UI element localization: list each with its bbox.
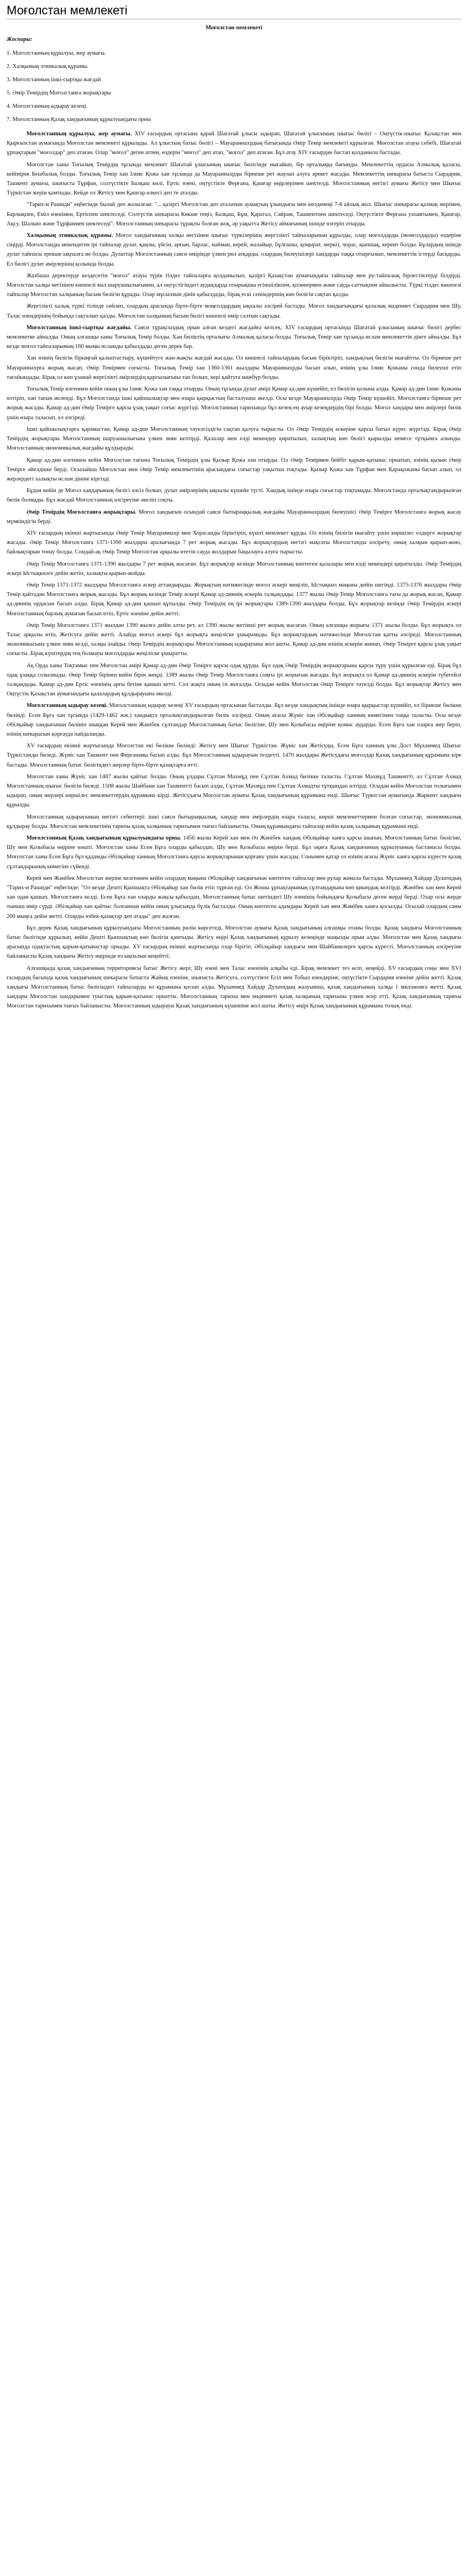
paragraph bbox=[7, 772, 461, 810]
plan-item: 4. Моғолстанның ыдырау кезеңі. bbox=[7, 103, 88, 109]
paragraph bbox=[7, 456, 461, 484]
paragraph-text: Тоғылық Темір өлгеннен кейін оның ұлы Ілияс Қожа хан таққа отырды. Оның тұсында дулат әмірі Қамар ад-дин күшейіп, ел билігін қолына алды. Қамар ад-дин Ілияс Қожаны өлтіріп, хан тағын иеленді. Бұл Моғолстанда ішкі қайшылықтар мен өзара қырқыстың басталуына әкелді. Осы кезде Мауараннахрда Әмір Темір күшейіп, Моғолстанға бірнеше рет жорық жасады. Қамар ад-дин Әмір Темірге қарсы ұзақ уақыт соғыс жүргізді. Моғолстанның тарихында бұл кезең ең ауыр кезеңдердің бірі болды. Моғол хандары мен әмірлері билік үшін өзара таласып, ел әлсіреді. bbox=[7, 386, 461, 421]
plan-heading: Жоспары: bbox=[7, 36, 33, 43]
paragraph bbox=[7, 741, 461, 770]
plan-item: 7. Моғолстанның Қазақ хандығының құрылуындағы орны bbox=[7, 117, 151, 123]
plan-item: 2. Халқының этникалық құрамы. bbox=[7, 64, 88, 70]
plan-item: 1. Моғолстанның құрылуы, жер аумағы. bbox=[7, 50, 106, 56]
plan-list bbox=[7, 49, 461, 124]
paragraph bbox=[7, 353, 461, 382]
paragraph bbox=[7, 701, 461, 739]
paragraph bbox=[7, 833, 461, 872]
paragraph-text: Моғолстанның ыдырау кезеңі XV ғасырдың ортасынан басталды. Бұл кезде хандықтың ішінде өзара қырқыстар күшейіп, ел бірнеше бөлікке бөлінді. Есен Бұға хан тұсында (1429-1462 жж.) хандықта орталықтандырылған билік әлсіреді. Оның ағасы Жүніс хан Әбілқайыр ханның көмегімен таққа таласты. Осы кезде Әбілқайыр хандығынан бөлініп шыққан Керей мен Жәнібек сұлтандар Моғолстанның батыс бөлігіне, Шу мен Қозыбасы өңіріне қоныс аударды. Есен Бұға хан оларға жер беріп, өзінің шекарасын қорғауда пайдаланды. bbox=[7, 703, 461, 737]
paragraph-text: Моғолстанның ыдырауының негізгі себептері: ішкі саяси бытыраңқылық, хандар мен әмірлердің өзара таласы, көрші мемлекеттермен болған соғыстар, экономикалық құлдырау болды. Моғолстан мемлекетінің тарихы қазақ халқының тарихымен тығыз байланысты. Оның құрамындағы тайпалар кейін қазақ халқының құрамына енді. bbox=[7, 814, 461, 830]
page-title: Моғолстан мемлекеті bbox=[7, 0, 461, 19]
paragraph-text: Жергілікті халық түркі тілінде сөйлеп, олардың арасында бірте-бірте моңғолдардың ықпалы әлсірей бастады. Моғол хандығындағы қалалық мәдениет Сырдария мен Шу, Талас өзендерінің бойында сақталып қалды. Моғолстан халқының басым бөлігі көшпелі өмір салтын сақтады. bbox=[7, 303, 461, 319]
paragraph-text: Әмір Темір 1371-1372 жылдары Моғолстанға әскер аттандырады. Жорықтың нәтижесінде моғол әскері жеңіліп, Ыстықкөл маңына дейін шегінді. 1375-1376 жылдары Әмір Темір қайтадан Моғолстанға жорық жасады. Бұл жорық кезінде Темір әскері Қамар ад-диннің әскерін талқандады. 1377 жылы Әмір Темір Моғолстанға тағы да жорық жасап, Қамар ад-диннің ордасын басып алды. Бірақ Қамар ад-дин қашып құтылды. Әмір Темірдің ең ірі жорықтары 1389-1390 жылдары болды. Бұл жорықтар кезінде Әмір Темірдің әскері Моғолстанның барлық аумағын басып өтіп, Ертіс өзеніне дейін жетті. bbox=[7, 582, 461, 617]
paragraph-text: "Тарих-и Рашиди" еңбегінде былай деп жазылған: "... қазіргі Моғолстан деп аталатын аумақтың ұзындығы мен көлденеңі 7-8 айлық жол. Шығыс шекарасы қалмақ жерімен, Барлықпен, Еміл өзенімен, Ертіспен шектеседі. Солтүстік шекарасы Көкше теңіз, Балқаш, Бұм, Қаратал, Сайрам, Ташкентпен шектеседі. Оңтүстікте Ферғана уәлаятымен, Қашғар, Ақсу, Шалыш және Тұрфанмен шектеседі". Моғолстанның шекарасы тұрақты болған жоқ, әр уақытта Жетісу аймағының ішінде өзгеріп отырды. bbox=[7, 202, 461, 227]
paragraph bbox=[7, 425, 461, 453]
paragraph-text: Моғолстан ханы Жүніс хан 1487 жылы қайтыс болды. Оның ұлдары Сұлтан Махмұд пен Сұлтан Ахмад билікке таласты. Сұлтан Махмұд Ташкентті, ал Сұлтан Ахмад Моғолстанның шығыс бөлігін биледі. 1508 жылы Шайбани хан Ташкентті басып алды, Сұлтан Махмұд пен Сұлтан Ахмадты тұтқындап өлтірді. Осыдан кейін Моғолстан толығымен ыдырап, оның жерлері көршілес мемлекеттердің құрамына кірді. Жетісудағы Моғолстан аумағы Қазақ хандығының құрамына енді. Шығыс Түркістан аумағында Жаркент хандығы құрылды. bbox=[7, 773, 461, 809]
paragraph bbox=[7, 661, 461, 699]
paragraph bbox=[7, 160, 461, 198]
paragraph-text: XIV ғасырдың ортасына қарай Шағатай ұлысы ыдырап, Шағатай ұлысының шығыс бөлігі – Оңтүстік-шығыс Қазақстан мен Қырғызстан аумағында Моғолстан мемлекеті құрылады. Ал ұлыстың батыс бөлігі – Мауараннахрдың батысында Әмір Темір мемлекеті құрылған. Моғолстан атауы себебі, Шағатай ұрпақтарын "моғолдар" деп атаған. Олар "моғол" деген атпен, өздерін "моғол" деп атап, "моғол" деп атаған. Бұл атау XIV ғасырдан бастап қолданыла бастады. bbox=[7, 131, 461, 156]
paragraph bbox=[7, 529, 461, 557]
paragraph bbox=[7, 621, 461, 659]
paragraph-text: Бұл дерек Қазақ хандығының құрылуындағы Моғолстанның рөлін көрсетеді. Моғолстан аумағы Қазақ хандығының алғашқы отаны болды. Қазақ хандығы Моғолстанның батыс бөлігінде құрылып, кейін Дешті Қыпшақтың көп бөлігін қамтыды. Жетісу өңірі Қазақ хандығының құрылу кезеңінде маңызды орын алды. Моғолстан мен Қазақ хандығы арасында одақтастық қарым-қатынастар орнады. XV ғасырдың екінші жартысында олар бірігіп, Әбілқайыр хандығы мен Шайбанилерге қарсы күресті. Моғолстанның әлсіреуіне байланысты Қазақ хандығы Жетісу өңірінде өз ықпалын кеңейтті. bbox=[7, 925, 461, 960]
paragraph-text: Әмір Темір Моғолстанға 1371-1390 жылдары 7 рет жорық жасаған. Бұл жорықтар кезінде Моғолстанның көптеген қалалары мен елді мекендері қиратылды. Әмір Темірдің әскері Ыстықкөлге дейін жетіп, халықты қырып-жойды. bbox=[7, 561, 461, 577]
paragraph bbox=[7, 964, 461, 1011]
section-lead: Халқының этникалық құрамы. bbox=[27, 233, 113, 239]
paragraph bbox=[7, 384, 461, 423]
section-lead: Моғолстанның құрылуы, жер аумағы. bbox=[27, 131, 132, 137]
paragraph bbox=[7, 486, 461, 505]
paragraph bbox=[7, 323, 461, 352]
paragraph bbox=[7, 580, 461, 619]
paragraph bbox=[7, 302, 461, 320]
paragraph bbox=[7, 559, 461, 578]
paragraph-text: Хан өзінің билігін бірыңғай қалыптастыру, күшейтуге жан-жақты жағдай жасады. Ол көшпелі тайпалардың басын біріктіріп, хандықтың билігін нығайтты. Ол бірнеше рет Мауараннахрға жорық жасап, Әмір Темірмен соғысты. Тоғылық Темір хан 1360-1361 жылдары Мауараннахрды басып алып, өзінің ұлы Ілияс Қожаны сонда билеуші етіп тағайындады. Бірақ ол көп ұзамай жергілікті әмірлердің қарсылығына тап болып, кері қайтуға мәжбүр болды. bbox=[7, 355, 461, 381]
paragraph bbox=[7, 508, 461, 526]
paragraph-text: Моғолстан ханы Тоғылық Темірдің тұсында мемлекет Шағатай ұлысының шығыс бөлігінде нығайып, бір орталыққа бағынды. Мемлекеттің ордасы Алмалық қаласы, кейінірек Бешбалық болды. Тоғылық Темір хан Ілияс Қожа хан тұсында да Мауараннахрды бірнеше рет жаулап алуға әрекет жасады. Мемлекеттің шекарасы батыста Сырдария, Ташкент аумағы, шығыста Тұрфан, солтүстікте Балқаш көлі, Ертіс өзені, оңтүстікте Ферғана, Қашғар өңірлерімен шектелді. Моғолстанның негізгі аумағы Жетісу мен Шығыс Түркістан жерін қамтыды. Кейде ол Жетісу мен Қашғар өлкесі деп те аталды. bbox=[7, 161, 461, 197]
paragraph-text: Алғашқыда қазақ хандығының территориясы батыс Жетісу жері; Шу өзені мен Талас өзенінің алқабы еді. Бірақ мемлекет тез өсіп, кеңейді. XV ғасырдың соңы мен XVI ғасырдың басында қазақ хандығының шекарасы батыста Жайық өзеніне, шығыста Жетісуға, солтүстікте Есіл мен Тобыл өзендеріне, оңтүстікте Сырдария өзеніне дейін жетті. Қазақ хандығы Моғолстанның батыс бөлігіндегі тайпаларды өз құрамына қосып алды. Мұхаммед Хайдар Дулатидың жазуынша, қазақ хандығының халқы 1 миллионға жетті. Қазақ хандары Моғолстан хандарымен туыстық қарым-қатынас орнатты. Моғолстанның тарихы мен мәдениеті қазақ халқының тарихына үлкен әсер етті. Қазақ хандығының тарихы Моғолстан тарихымен тығыз байланысты. Моғолстанның ыдырауы Қазақ хандығының күшеюіне жол ашты. Жетісу өңірі Қазақ хандығының құрамына толық енді. bbox=[7, 965, 461, 1010]
paragraph-text: Саяси тұрақсыздық орын алған кездегі жағдайға келсек, XIV ғасырдың ортасында Шағатай ұлысының шығыс бөлігі дербес мемлекетке айналды. Оның алғашқы ханы Тоғылық Темір болды. Хан биліктің орталығы Алмалық қаласы болды. Тоғылық Темір хан тұсында ислам мемлекеттік дінге айналды. Бұл кезде моғол тайпаларының 160 мыңы исламды қабылдады деген дерек бар. bbox=[7, 324, 461, 350]
paragraph-text: Жазбаша деректерде кездесетін "моғол" атауы түрік тілдес тайпаларға қолданылып, қазіргі Қазақстан аумағындағы тайпалар мен ру-тайпалық бірлестіктерді білдірді. Моғолстан халқы негізінен көшпелі мал шаруашылығымен, ал оңтүстігіндегі аудандарда отырықшы егіншілікпен, қолөнермен және сауда-саттықпен айналысты. Түркі тілдес көшпелі тайпалар Моғолстан халқының басым бөлігін құрады. Олар мұсылман дінін қабылдады, бірақ ескі сенімдерінің көп бөлігін сақтап қалды. bbox=[7, 272, 461, 298]
paragraph-text: Моғол хандығын осындай саяси бытыраңқылық жағдайы Мауараннахрдың билеушісі Әмір Темірге Моғолстанға жорық жасау мүмкіндігін берді. bbox=[7, 509, 461, 525]
paragraph-text: Бұдан кейін де Моғол хандарының билігі әлсіз болып, дулат әмірлерінің ықпалы күшейе түсті. Хандық ішінде өзара соғыстар тоқтамады. Моғолстанда орталықтандырылған билік болмады. Бұл жағдай Моғолстанның әлсіреуіне әкеліп соқты. bbox=[7, 488, 461, 504]
paragraph-text: XV ғасырдың екінші жартысында Моғолстан екі бөлікке бөлінді: Жетісу мен Шығыс Түркістан. Жүніс хан Жетісуды, Есен Бұға ханның ұлы Дост Мұхаммед Шығыс Түркістанды биледі. Жүніс хан Ташкент пен Ферғананы басып алды. Бұл Моғолстанның ыдырауын тездетті. 1470 жылдары Жетісудағы моғолдар Қазақ хандығының құрамына кіре бастады. Моғолстанның батыс бөлігіндегі жерлер бірте-бірте қазақтарға өтті. bbox=[7, 743, 461, 768]
section-lead: Моғолстанның ыдырау кезеңі. bbox=[27, 703, 108, 709]
paragraph bbox=[7, 200, 461, 229]
document-heading: Моғолстан мемлекеті bbox=[206, 25, 262, 31]
plan-item: 5. Әмір Темірдің Моғолстанға жорықтары bbox=[7, 90, 111, 96]
paragraph-text: Қамар ад-дин өлгеннен кейін Моғолстан тағына Тоғылық Темірдің ұлы Қызыр Қожа хан отырды. Ол Әмір Темірмен бейбіт қарым-қатынас орнатып, өзінің қызын Әмір Темірге әйелдікке берді. Осылайша Моғолстан мен Әмір Темір мемлекетінің арасындағы соғыстар уақытша тоқтады. Қызыр Қожа хан Тұрфан мен Қарақожаны басып алып, ол жерлердегі халықты ислам дініне кіргізді. bbox=[7, 457, 461, 482]
section-lead: Моғолстанның Қазақ хандығының құрылуындағы орны. bbox=[27, 835, 181, 842]
plan-item: 3. Моғолстанның ішкі-сыртқы жағдай bbox=[7, 77, 101, 83]
paragraph bbox=[7, 231, 461, 269]
paragraph-text: Ішкі қайшылықтарға қарамастан, Қамар ад-дин Моғолстанның тәуелсіздігін сақтап қалуға тырысты. Ол Әмір Темірдің әскеріне қарсы батыл күрес жүргізді. Бірақ Әмір Темірдің жорықтары Моғолстанның шаруашылығына үлкен зиян келтірді. Қалалар мен елді мекендер қиратылып, халықтың көп бөлігі қырылды немесе тұтқынға алынды. Моғолстанның экономикалық жағдайы құлдырады. bbox=[7, 426, 461, 452]
paragraph-text: 1456 жылы Керей хан мен Әз Жәнібек хандық Әбілқайыр ханға қарсы шығып, Моғолстанның батыс бөлігіне, Шу мен Қозыбасы өңіріне көшті. Моғолстан ханы Есен Бұға оларды қабылдап, Шу мен Қозыбасы өңірін берді. Бұл оқиға Қазақ хандығының құрылуының бастамасы болды. Моғолстан ханы Есен Бұға бұл қадамды Әбілқайыр ханның Моғолстанға қарсы жорықтарынан қорғану үшін жасады. Сонымен қатар ол өзінің ағасы Жүніс ханға қарсы күресте қазақ сұлтандарының көмегіне сүйенді. bbox=[7, 835, 461, 870]
paragraph bbox=[7, 874, 461, 921]
paragraph-text: Моғол хандығының халқы негізінен шығыс түркілерінің жергілікті тайпаларынан құралды, олар моғолдарды (монғолдарды) өздеріне сіңірді. Моғолстанды мекендеген ірі тайпалар дулат, қаңлы, үйсін, арғын, барлас, найман, керей, жалайыр, бұлғашы, қоңырат, меркіт, чорас, қыпшақ, кереит болды. Бұлардың ішінде дулат тайпасы ерекше ықпалға ие болды. Дулаттар Моғолстанның саяси өмірінде үлкен рөл атқарды, олардың билеушілері хандарды таққа отырғызып, мемлекеттік істерді басқарды. Ел билігі дулат әмірлерінің қолында болды. bbox=[7, 233, 461, 267]
paragraph bbox=[7, 812, 461, 831]
paragraph bbox=[7, 271, 461, 300]
paragraph bbox=[7, 129, 461, 158]
section-lead: Моғолстанның ішкі-сыртқы жағдайы. bbox=[27, 324, 132, 331]
paragraph-text: Ақ Орда ханы Тоқтамыс пен Моғолстан әмірі Қамар ад-дин Әмір Темірге қарсы одақ құрды. Бұл одақ Әмір Темірдің жорықтарына қарсы тұру үшін құрылған еді. Бірақ бұл одақ ұзаққа созылмады. Әмір Темір бірінен кейін бірін жеңді. 1389 жылы Әмір Темір Моғолстанға соңғы ірі жорығын жасады. Бұл жорықта ол Қамар ад-диннің әскерін түбегейлі талқандады. Қамар ад-дин Ертіс өзенінің арғы бетіне қашып кетті. Сол жақта оның ізі жоғалды. Осыдан кейін Моғолстан Әмір Темірге тәуелді болды. Бұл жорықтар Жетісу мен Оңтүстік Қазақстан аумағындағы қалалардың құлдырауына әкелді. bbox=[7, 662, 461, 698]
paragraph-text: Әмір Темір Моғолстанға 1371 жылдан 1390 жылға дейін алты рет, ал 1390 жылы жетінші рет жорық жасаған. Оның алғашқы жорығы 1371 жылы болды. Бұл жорықта ол Талас арқылы өтіп, Жетісуға дейін жетті. Алайда моғол әскері бұл жорықта жеңіліске ұшырамады. Бұл жорықтардың нәтижесінде Моғолстан қатты әлсіреді. Моғолстанның экономикасына үлкен зиян келді, халқы азайды. Әмір Темірдің жорықтары Моғолстанның ыдырауына жол ашты. Қамар ад-дин өзінің әскерін жинап, Әмір Темірге қарсы ұзақ уақыт соғысты. Бірақ күштердің тең болмауы моғолдарды жеңіліске ұшыратты. bbox=[7, 622, 461, 657]
paragraph-text: Керей мен Жәнібек Моғолстан жеріне келгеннен кейін олардың маңына Әбілқайыр хандығынан көптеген тайпалар мен рулар жинала бастады. Мұхаммед Хайдар Дулатидың "Тарих-и Рашиди" еңбегінде: "Ол кезде Дешті Қыпшақта Әбілқайыр хан билік етіп тұрған еді. Ол Жошы ұрпақтарының сұлтандарына көп қиындық келтірді. Жәнібек хан мен Керей хан одан қашып, Моғолстанға келді. Есен Бұға хан оларды жақсы қабылдап, Моғолстанның батыс шетіндегі Шу өзенінің бойындағы Қозыбасы деген жерді берді. Олар осы жерде тыныш өмір сүрді. Әбілқайыр хан қайтыс болғаннан кейін оның ұлысында бүлік басталды. Оның көптеген адамдары Керей хан мен Жәнібек ханға қосылды. Осылай олардың саны 200 мыңға дейін жетті. Оларды өзбек-қазақтар деп атады" деп жазған. bbox=[7, 875, 461, 920]
paragraph bbox=[7, 923, 461, 962]
section-lead: Әмір Темірдің Моғолстанға жорықтары. bbox=[27, 509, 136, 515]
article-body bbox=[7, 129, 461, 1011]
paragraph-text: XIV ғасырдың екінші жартысында Әмір Темір Мауараннахр мен Хорасанды біріктіріп, күшті мемлекет құрды. Ол өзінің билігін нығайту үшін көршілес елдерге жорықтар жасады. Әмір Темір Моғолстанға 1371-1390 жылдары аралығында 7 рет жорық жасады. Бұл жорықтардың негізгі мақсаты Моғолстанды әлсірету, оның халқын қырып-жою, байлықтарын тонау болды. Сондай-ақ Әмір Темір Моғолстан арқылы өтетін сауда жолдарын бақылауға алуға тырысты. bbox=[7, 530, 461, 556]
